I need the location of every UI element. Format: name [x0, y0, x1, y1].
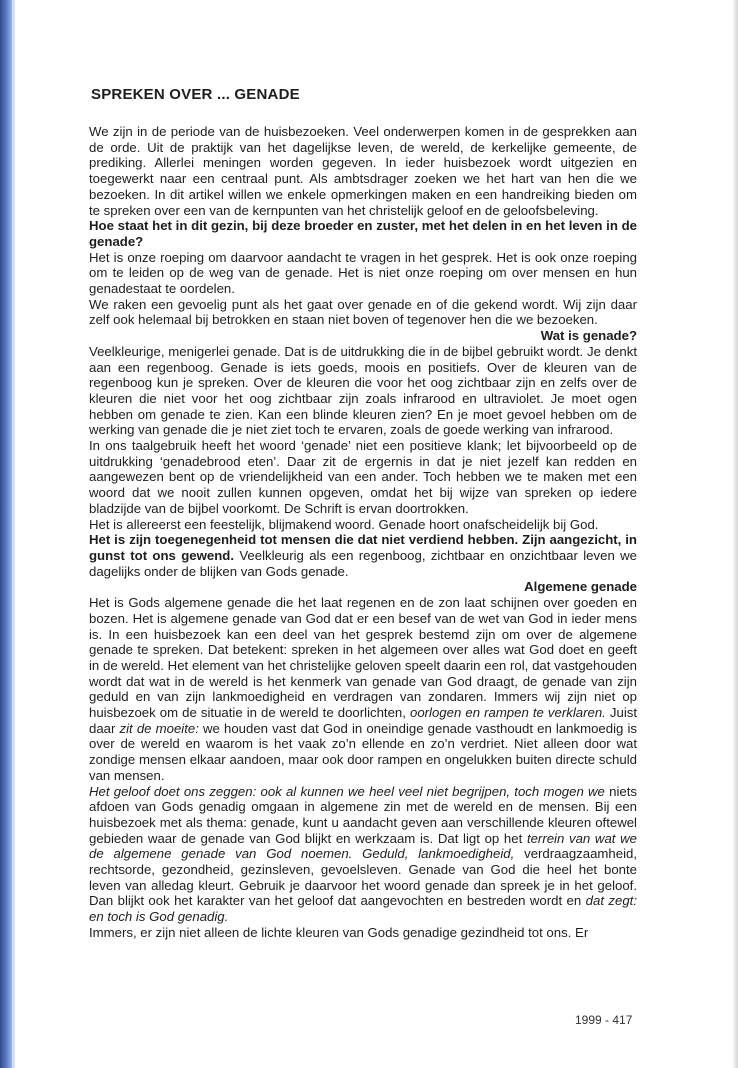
toegenegenheid-bold: Het is zijn toegenegenheid tot mensen die dat niet verdiend hebben. Zijn aangezicht, in gunst tot ons gewend. — [89, 532, 637, 563]
key-question: Hoe staat het in dit gezin, bij deze broeder en zuster, met het delen in en het leven in de genade? — [89, 218, 637, 249]
paragraph-feestelijk: Het is allereerst een feestelijk, blijmakend woord. Genade hoort onafscheidelijk bij God. — [89, 516, 599, 532]
page-edge-shadow — [732, 0, 738, 1068]
binding-spine — [0, 0, 12, 1068]
alg-text-2: Juist daar — [89, 705, 638, 736]
paragraph-geloof — [89, 784, 637, 925]
page-number: 1999 - 417 — [575, 1013, 633, 1027]
paragraph-veelkleurig: Veelkleurige, menigerlei genade. Dat is de uitdrukking die in de bijbel gebruikt wordt. Je denkt aan een regenboog. Genade is iets goeds, moois en positiefs. Over de kleuren van de regenboog kun je spreken. Over de kleuren die voor het oog zichtbaar zijn en zelfs over de kleuren die niet voor het oog zichtbaar zijn zoals infrarood en ultraviolet. Je moet ogen hebben om genade te zien. Kan een blinde kleuren zien? En je moet gevoel hebben om de werking van genade die je niet ziet toch te ervaren, zoals de goede werking van infrarood. — [89, 343, 637, 438]
geloof-italic: Het geloof doet ons zeggen: ook al kunnen we heel veel niet begrijpen, toch mogen we — [89, 783, 605, 799]
paragraph-toegenegenheid — [89, 532, 637, 579]
terrein-rest: verdraagzaamheid, rechtsorde, gezondheid, gezinsleven, gevoelsleven. Genade van God die heel het bonte leven van alledag kleurt. Gebruik je daarvoor het woord genade dan spreek je in het geloof. Dan blijkt ook het karakter van het geloof dat aangevochten en bestreden wordt en — [89, 846, 638, 909]
article — [89, 86, 637, 941]
section-heading-algemene-genade: Algemene genade — [524, 579, 637, 595]
binding-edge — [12, 0, 15, 1068]
paragraph-taalgebruik: In ons taalgebruik heeft het woord ‘genade’ niet een positieve klank; let bijvoorbeeld op de uitdrukking ‘genadebrood eten’. Daar zit de ergernis in dat je niet jezelf kan redden en aangewezen bent op de vriendelijkheid van een ander. Toch hebben we te maken met een woord dat we nooit zullen kunnen opgeven, omdat het bij wijze van spreken op iedere bladzijde van de bijbel voorkomt. De Schrift is ervan doortrokken. — [89, 438, 637, 516]
alg-italic-2: zit de moeite: — [119, 720, 199, 736]
geloof-rest: niets afdoen van Gods genadig omgaan in algemene zin met de wereld en de mensen. Bij een huisbezoek met als thema: genade, kunt u aandacht geven aan verschillende kleuren oftewel gebieden waar de genade van God blijkt en werkzaam is. Dat ligt op het — [89, 783, 637, 846]
article-title: SPREKEN OVER ... GENADE — [91, 86, 300, 103]
alg-text-3: we houden vast dat God in oneindige genade vasthoudt en lankmoedig is over de wereld en waarom is het vaak zo’n ellende en zo’n verdriet. Niet alleen door wat zondige mensen elkaar aandoen, maar ook door rampen en ongelukken buiten directe schuld van mensen. — [89, 720, 637, 783]
intro-paragraph: We zijn in de periode van de huisbezoeken. Veel onderwerpen komen in de gesprekken aan de orde. Uit de praktijk van het dagelijkse leven, de wereld, de kerkelijke gemeente, de prediking. Allerlei meningen worden gegeven. In ieder huisbezoek wordt uitgezien en toegewerkt naar een centraal punt. Als ambtsdrager zoeken we het hart van hen die we bezoeken. In dit artikel willen we enkele opmerkingen maken en een handreiking bieden om te spreken over een van de kernpunten van het christelijk geloof en de geloofsbeleving. — [89, 124, 637, 218]
paragraph-immers: Immers, er zijn niet alleen de lichte kleuren van Gods genadige gezindheid tot ons. Er — [89, 924, 589, 940]
paragraph-gevoelig: We raken een gevoelig punt als het gaat over genade en of die gekend wordt. Wij zijn daar zelf ook helemaal bij betrokken en staan niet boven of tegenover hen die we bezoeken. — [89, 296, 637, 328]
zegt-italic: dat zegt: en toch is God genadig. — [89, 893, 637, 925]
terrein-italic: terrein van wat we de algemene genade van God noemen. Geduld, lankmoedigheid, — [89, 830, 637, 862]
section-heading-wat-is-genade: Wat is genade? — [540, 328, 637, 344]
paragraph-roeping: Het is onze roeping om daarvoor aandacht te vragen in het gesprek. Het is ook onze roeping om te leiden op de weg van de genade. Het is niet onze roeping om over mensen en hun genadestaat te oordelen. — [89, 249, 637, 297]
paragraph-algemene-genade — [89, 595, 637, 783]
alg-text-1: Het is Gods algemene genade die het laat regenen en de zon laat schijnen over goeden en bozen. Het is algemene genade van God dat er een besef van de wet van God in ieder mens is. In een huisbezoek kan een deel van het gesprek bestemd zijn om over de algemene genade te spreken. Dat betekent: spreken in het algemeen over alles wat God doet en geeft in de wereld. Het element van het christelijke geloven speelt daarin een rol, dat vastgehouden wordt dat wat in de wereld is het kenmerk van genade van God draagt, de genade van zijn geduld en van zijn lankmoedigheid en verdragen van zondaren. Immers wij zijn niet op huisbezoek om de situatie in de wereld te doorlichten, — [89, 595, 637, 721]
toegenegenheid-rest: Veelkleurig als een regenboog, zichtbaar en onzichtbaar leven we dagelijks onder de blijken van Gods genade. — [89, 547, 637, 579]
alg-italic-1: oorlogen en rampen te verklaren. — [409, 705, 606, 721]
